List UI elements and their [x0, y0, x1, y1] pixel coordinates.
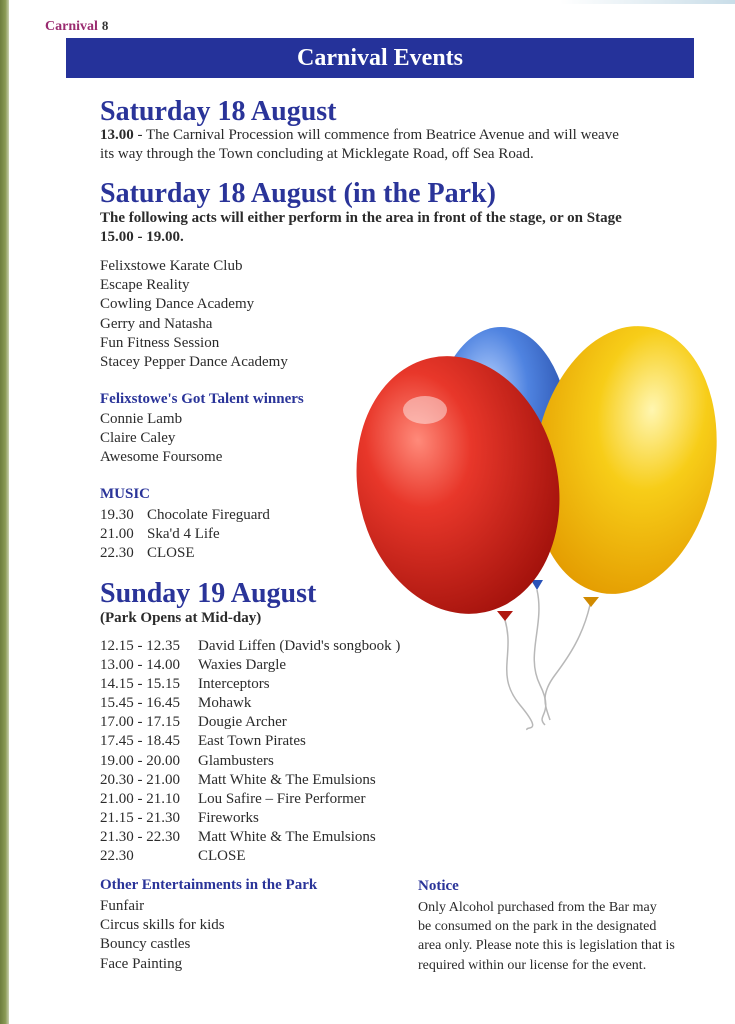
schedule-time: 22.30: [100, 545, 134, 562]
schedule-row: [100, 732, 400, 751]
events-banner: Carnival Events: [66, 38, 694, 78]
schedule-row: [100, 847, 400, 866]
schedule-time: 19.00 - 20.00: [100, 752, 180, 769]
schedule-row: [100, 790, 400, 809]
notice-line: required within our license for the event.: [418, 957, 647, 973]
park-acts-list: [100, 257, 288, 372]
schedule-row: [100, 809, 400, 828]
list-item: Gerry and Natasha: [100, 315, 213, 332]
list-item: Bouncy castles: [100, 936, 191, 953]
park-intro: [100, 209, 622, 247]
schedule-time: 21.00 - 21.10: [100, 790, 180, 807]
talent-heading: Felixstowe's Got Talent winners: [100, 391, 304, 407]
schedule-act: Chocolate Fireguard: [147, 507, 270, 523]
list-item: Face Painting: [100, 955, 183, 972]
list-item: Escape Reality: [100, 277, 190, 294]
notice-heading: Notice: [418, 878, 459, 894]
list-item: Awesome Foursome: [100, 449, 223, 466]
page-label: [45, 18, 108, 35]
schedule-time: 21.30 - 22.30: [100, 828, 180, 845]
list-item: Stacey Pepper Dance Academy: [100, 354, 288, 371]
other-heading: Other Entertainments in the Park: [100, 877, 318, 893]
notice-line: be consumed on the park in the designated: [418, 919, 657, 935]
schedule-act: Matt White & The Emulsions: [198, 771, 376, 788]
schedule-row: [100, 525, 270, 544]
list-item: Connie Lamb: [100, 411, 183, 427]
music-heading: MUSIC: [100, 486, 151, 502]
other-list: [100, 897, 225, 974]
procession-text: [100, 126, 619, 164]
park-intro-line2: 15.00 - 19.00.: [100, 229, 184, 245]
schedule-time: 22.30: [100, 848, 134, 865]
procession-line1: - The Carnival Procession will commence from Beatrice Avenue and will weave: [133, 127, 619, 143]
schedule-row: [100, 828, 400, 847]
list-item: Circus skills for kids: [100, 917, 225, 934]
page-label-word: Carnival: [45, 19, 98, 34]
park-intro-line1: The following acts will either perform in the area in front of the stage, or on Stage: [100, 210, 622, 226]
schedule-time: 19.30: [100, 507, 134, 523]
schedule-time: 17.00 - 17.15: [100, 714, 180, 731]
procession-time: 13.00: [100, 127, 134, 143]
talent-list: [100, 410, 222, 468]
schedule-act: Interceptors: [198, 676, 270, 693]
balloon-strings: [505, 590, 590, 730]
saturday-park-heading: Saturday 18 August (in the Park): [100, 178, 496, 209]
notice-text: [418, 898, 675, 975]
schedule-act: Fireworks: [198, 809, 259, 826]
schedule-act: Ska'd 4 Life: [147, 526, 220, 543]
schedule-act: CLOSE: [147, 545, 195, 562]
list-item: Fun Fitness Session: [100, 334, 220, 351]
schedule-act: East Town Pirates: [198, 733, 306, 750]
schedule-time: 13.00 - 14.00: [100, 657, 180, 674]
schedule-act: Glambusters: [198, 752, 274, 769]
schedule-act: CLOSE: [198, 848, 246, 865]
schedule-time: 21.00: [100, 526, 134, 543]
schedule-time: 15.45 - 16.45: [100, 695, 180, 712]
schedule-time: 12.15 - 12.35: [100, 638, 180, 654]
notice-line: Only Alcohol purchased from the Bar may: [418, 900, 657, 915]
schedule-row: [100, 771, 400, 790]
schedule-time: 17.45 - 18.45: [100, 733, 180, 750]
page-number: 8: [101, 18, 109, 33]
schedule-act: David Liffen (David's songbook ): [198, 638, 401, 654]
notice-line: area only. Please note this is legislation that is: [418, 938, 675, 954]
schedule-act: Mohawk: [198, 695, 252, 712]
schedule-row: [100, 506, 270, 525]
list-item: Cowling Dance Academy: [100, 296, 255, 313]
schedule-row: [100, 752, 400, 771]
schedule-time: 21.15 - 21.30: [100, 809, 180, 826]
schedule-time: 14.15 - 15.15: [100, 676, 180, 693]
music-schedule: [100, 506, 270, 563]
schedule-time: 20.30 - 21.00: [100, 771, 180, 788]
sunday-heading: Sunday 19 August: [100, 578, 317, 609]
page-top-edge: [560, 0, 735, 4]
list-item: Claire Caley: [100, 430, 176, 447]
schedule-act: Matt White & The Emulsions: [198, 828, 376, 845]
list-item: Felixstowe Karate Club: [100, 258, 243, 274]
page-spine-edge: [0, 0, 9, 1024]
schedule-act: Waxies Dargle: [198, 657, 287, 674]
saturday-heading: Saturday 18 August: [100, 96, 337, 127]
list-item: Funfair: [100, 898, 145, 914]
procession-line2: its way through the Town concluding at Micklegate Road, off Sea Road.: [100, 146, 534, 162]
schedule-act: Dougie Archer: [198, 714, 287, 731]
balloons-illustration: [355, 325, 725, 735]
sunday-subheading: (Park Opens at Mid-day): [100, 610, 262, 626]
schedule-row: [100, 544, 270, 563]
schedule-act: Lou Safire – Fire Performer: [198, 790, 366, 807]
